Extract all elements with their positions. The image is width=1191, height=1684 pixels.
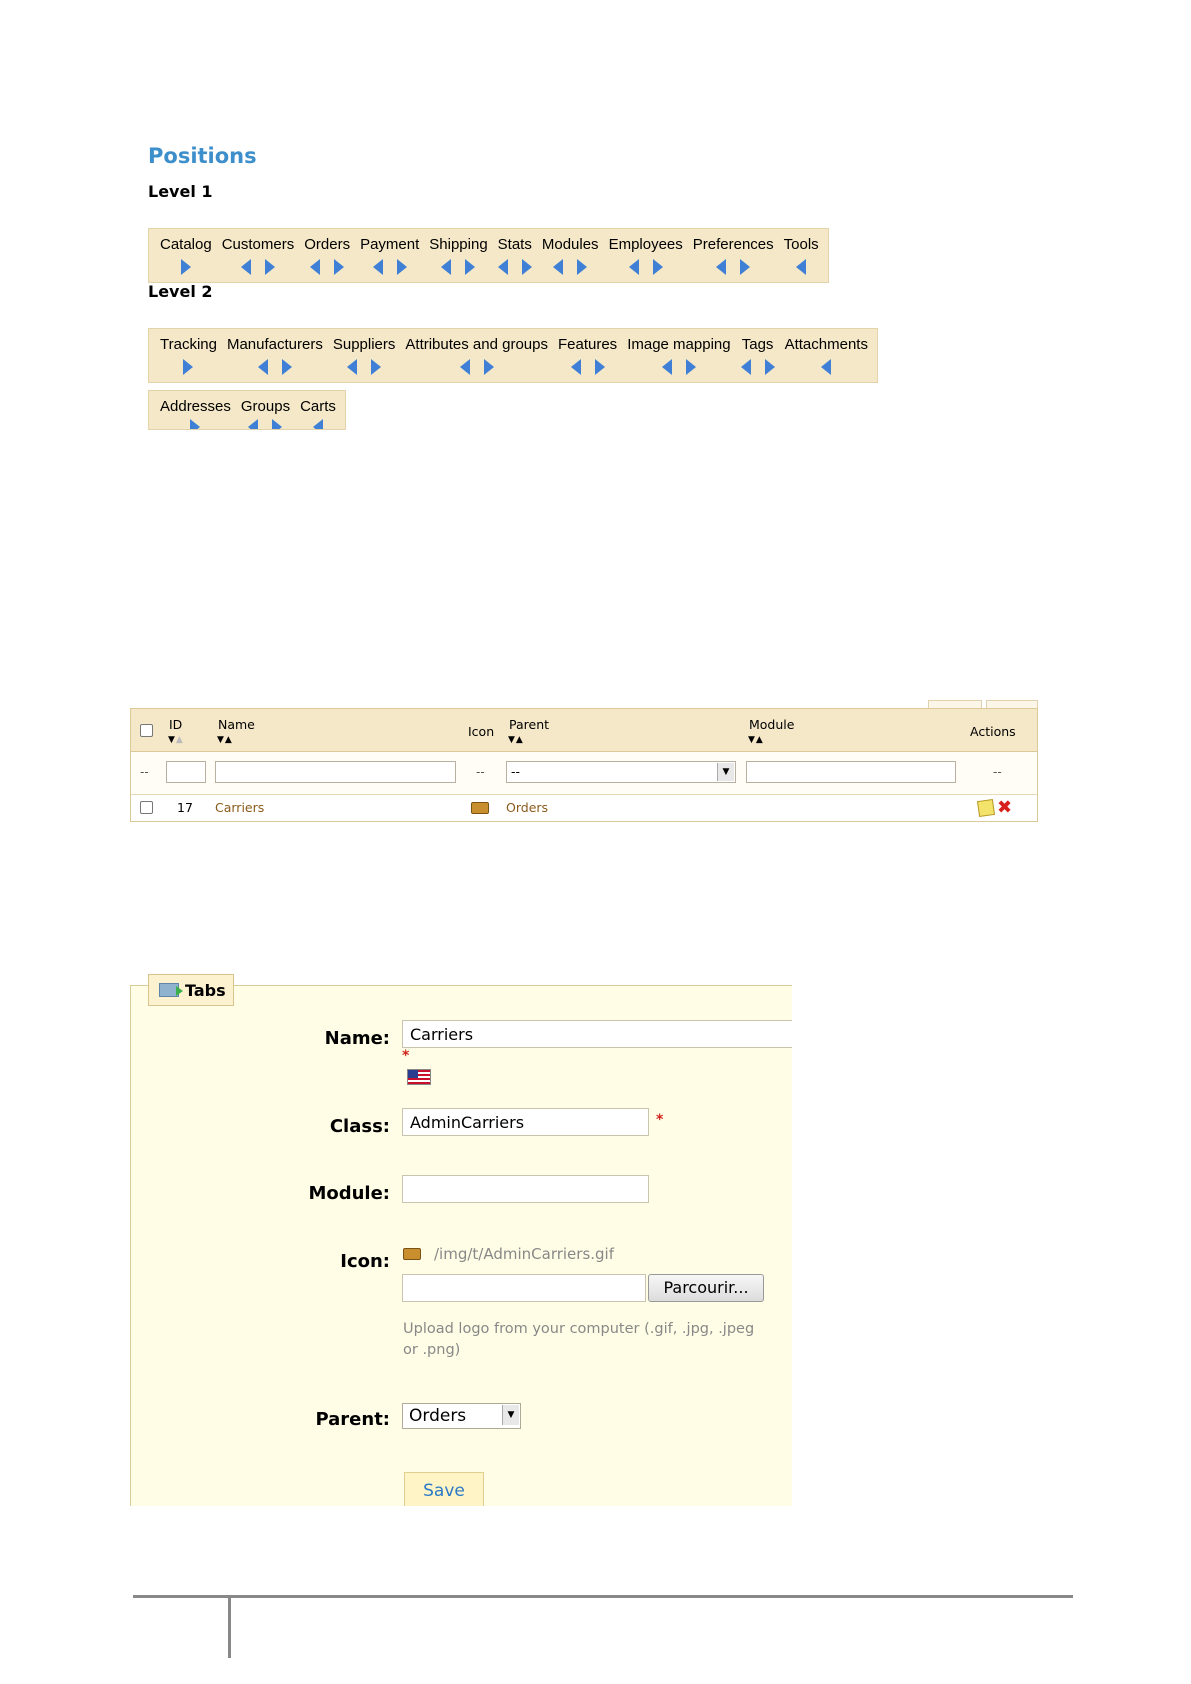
save-button[interactable]: Save [404,1472,484,1506]
position-arrows [248,419,282,430]
header-icon: Icon [468,724,495,739]
position-tab-label: Orders [304,236,351,253]
parent-selected: Orders [409,1406,467,1426]
class-field[interactable] [402,1108,649,1136]
filter-placeholder-dash: -- [140,765,149,779]
move-left-arrow-icon[interactable] [258,359,268,375]
module-label: Module: [308,1183,390,1204]
position-tab [688,236,779,276]
filter-parent-selected: -- [511,764,521,779]
move-left-arrow-icon[interactable] [241,259,251,275]
position-arrows [629,257,663,276]
header-name: Name [218,717,255,732]
move-left-arrow-icon[interactable] [248,419,258,430]
position-arrows [310,257,344,276]
move-left-arrow-icon[interactable] [796,259,806,275]
position-arrows [347,357,381,376]
move-left-arrow-icon[interactable] [441,259,451,275]
row-name[interactable]: Carriers [215,800,265,815]
move-left-arrow-icon[interactable] [821,359,831,375]
position-tab [299,236,355,276]
position-arrows [258,357,292,376]
move-left-arrow-icon[interactable] [498,259,508,275]
position-tab-label: Features [557,336,618,353]
position-arrows [190,419,200,430]
move-left-arrow-icon[interactable] [373,259,383,275]
move-left-arrow-icon[interactable] [313,419,323,430]
select-all-checkbox[interactable] [140,724,153,737]
position-tab-label: Suppliers [332,336,396,353]
level-2-tab-bar [148,328,878,383]
tab-icon [159,983,179,997]
move-right-arrow-icon[interactable] [397,259,407,275]
position-tab [622,336,735,376]
position-arrows [821,357,831,376]
move-left-arrow-icon[interactable] [629,259,639,275]
form-legend [148,974,234,1006]
footer-vertical-divider [228,1595,231,1658]
level-1-label: Level 1 [148,182,213,201]
position-tab [553,336,622,376]
sort-id-arrows[interactable]: ▼▲ [168,735,184,745]
filter-module-input[interactable] [746,761,956,783]
grid-filter-row [131,752,1037,795]
move-left-arrow-icon[interactable] [460,359,470,375]
header-id: ID [169,717,183,732]
position-tab-label: Tags [741,336,774,353]
position-arrows [662,357,696,376]
header-module: Module [749,717,795,732]
filter-name-input[interactable] [215,761,456,783]
form-legend-label: Tabs [185,980,226,1000]
move-left-arrow-icon[interactable] [662,359,672,375]
name-label: Name: [324,1028,390,1049]
position-tab [155,336,222,376]
grid-header-row [131,709,1037,752]
position-tab-label: Addresses [160,398,231,415]
position-tab-label: Shipping [429,236,488,253]
name-field[interactable] [402,1020,792,1048]
position-tab-label: Preferences [692,236,774,253]
position-arrows [183,357,193,376]
position-tab [780,336,873,376]
level-2-tab-bar-continued [148,390,346,430]
pagination-tab[interactable] [928,700,982,708]
position-arrows [796,257,806,276]
position-tab [604,236,688,276]
position-tab-label: Catalog [160,236,212,253]
position-tab-label: Tools [783,236,819,253]
move-right-arrow-icon[interactable] [272,419,282,430]
row-id: 17 [177,800,193,815]
truck-icon [471,802,489,814]
truck-icon [403,1248,421,1260]
filter-icon-dash: -- [476,765,485,779]
sort-module-arrows[interactable]: ▼▲ [748,735,764,745]
position-tab [400,336,553,376]
filter-actions-dash: -- [993,765,1002,779]
position-tab [736,336,780,376]
move-left-arrow-icon[interactable] [347,359,357,375]
position-tab [779,236,824,276]
move-right-arrow-icon[interactable] [686,359,696,375]
position-tab-label: Manufacturers [226,336,323,353]
positions-title: Positions [148,144,257,168]
move-right-arrow-icon[interactable] [740,259,750,275]
header-parent: Parent [509,717,550,732]
position-tab-label: Stats [497,236,532,253]
position-arrows [373,257,407,276]
tabs-grid [130,708,1038,822]
position-tab-label: Image mapping [627,336,731,353]
move-right-arrow-icon[interactable] [653,259,663,275]
move-left-arrow-icon[interactable] [571,359,581,375]
move-left-arrow-icon[interactable] [310,259,320,275]
position-tab-label: Attributes and groups [405,336,548,353]
move-right-arrow-icon[interactable] [577,259,587,275]
upload-help-text: Upload logo from your computer (.gif, .jpg, .jpeg or .png) [403,1321,755,1358]
move-left-arrow-icon[interactable] [741,359,751,375]
browse-button[interactable]: Parcourir... [648,1274,764,1302]
move-right-arrow-icon[interactable] [371,359,381,375]
parent-label: Parent: [315,1409,390,1430]
position-tab-label: Groups [240,398,291,415]
move-right-arrow-icon[interactable] [181,259,191,275]
move-left-arrow-icon[interactable] [553,259,563,275]
move-right-arrow-icon[interactable] [265,259,275,275]
position-tab [236,398,295,423]
position-arrows [741,357,775,376]
position-arrows [241,257,275,276]
table-row[interactable] [131,795,1037,821]
sort-name-arrows[interactable]: ▼▲ [217,735,233,745]
move-right-arrow-icon[interactable] [282,359,292,375]
us-flag-icon[interactable] [407,1069,431,1085]
move-right-arrow-icon[interactable] [765,359,775,375]
position-tab [155,398,236,423]
filter-parent-select[interactable] [506,761,736,783]
chevron-down-icon[interactable]: ▼ [717,763,734,781]
row-parent[interactable]: Orders [506,800,549,815]
module-field[interactable] [402,1175,649,1203]
level-2-label: Level 2 [148,282,213,301]
position-tab-label: Employees [608,236,683,253]
position-arrows [460,357,494,376]
position-tab-label: Tracking [160,336,217,353]
position-arrows [571,357,605,376]
edit-icon[interactable] [977,799,995,817]
position-arrows [313,419,323,430]
required-marker: * [402,1048,410,1064]
move-right-arrow-icon[interactable] [190,419,200,430]
position-tab [537,236,604,276]
move-right-arrow-icon[interactable] [522,259,532,275]
position-tab [424,236,492,276]
position-tab [295,398,341,423]
position-tab [493,236,537,276]
parent-select[interactable] [402,1403,521,1429]
move-right-arrow-icon[interactable] [334,259,344,275]
delete-icon[interactable]: ✖ [997,797,1013,818]
position-tab-label: Modules [541,236,599,253]
position-tab-label: Attachments [784,336,868,353]
row-checkbox[interactable] [140,801,153,814]
position-arrows [553,257,587,276]
icon-label: Icon: [340,1251,390,1272]
filter-id-input[interactable] [166,761,206,783]
chevron-down-icon[interactable]: ▼ [502,1405,519,1425]
move-right-arrow-icon[interactable] [484,359,494,375]
position-tab [217,236,300,276]
position-arrows [498,257,532,276]
position-tab [222,336,328,376]
move-right-arrow-icon[interactable] [183,359,193,375]
move-left-arrow-icon[interactable] [716,259,726,275]
file-path-field[interactable] [402,1274,646,1302]
position-arrows [441,257,475,276]
position-tab [355,236,424,276]
position-arrows [716,257,750,276]
position-tab [328,336,401,376]
footer-divider [133,1595,1073,1598]
header-actions: Actions [970,724,1016,739]
move-right-arrow-icon[interactable] [595,359,605,375]
position-tab-label: Payment [360,236,420,253]
sort-parent-arrows[interactable]: ▼▲ [508,735,524,745]
level-1-tab-bar [148,228,829,283]
icon-path: /img/t/AdminCarriers.gif [434,1245,614,1263]
pagination-tab[interactable] [986,700,1038,708]
position-tab [155,236,217,276]
move-right-arrow-icon[interactable] [465,259,475,275]
position-tab-label: Customers [221,236,295,253]
required-marker: * [656,1112,664,1128]
position-arrows [181,257,191,276]
class-label: Class: [329,1116,390,1137]
position-tab-label: Carts [300,398,336,415]
